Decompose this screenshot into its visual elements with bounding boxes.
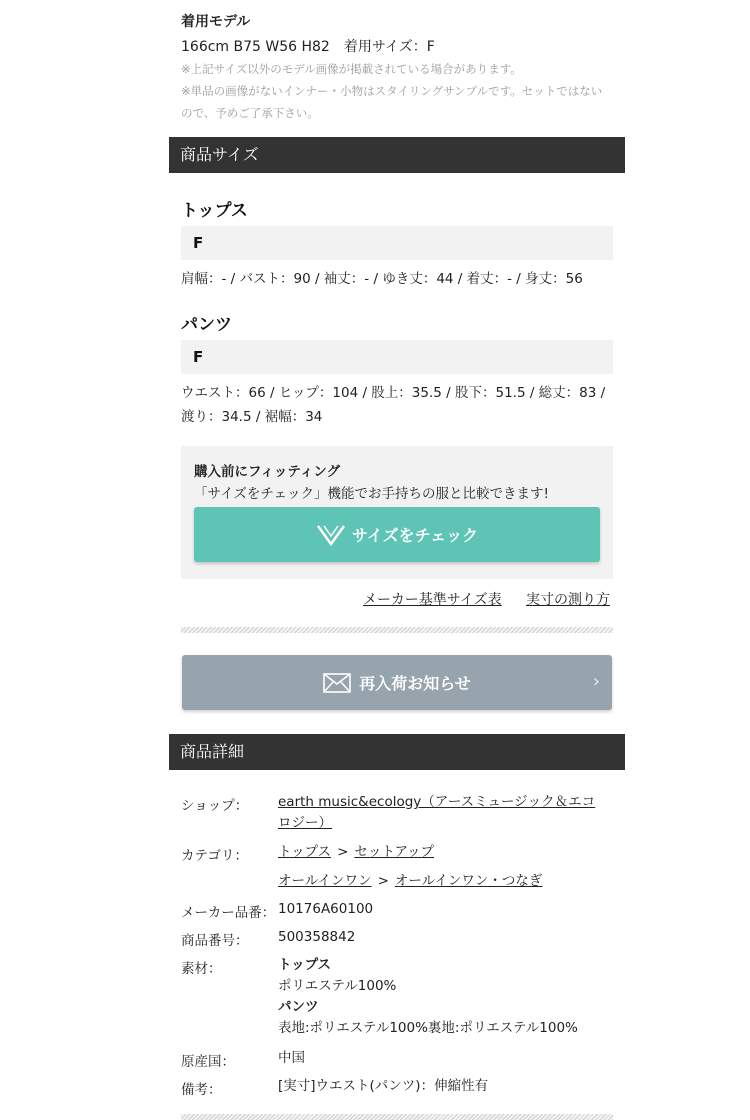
remarks-label: 備考： bbox=[181, 1082, 222, 1098]
category-separator: > bbox=[337, 844, 349, 860]
shop-link[interactable]: earth music&ecology（アースミュージック＆エコロジー） bbox=[278, 794, 596, 831]
model-note-2: ※単品の画像がないインナー・小物はスタイリングサンプルです。セットではないので、予めご了承下さい。 bbox=[181, 84, 603, 120]
shop-label: ショップ： bbox=[181, 798, 249, 814]
pants-measurements: ウエスト：66 / ヒップ：104 / 股上：35.5 / 股下：51.5 / 総丈：83 / 渡り：34.5 / 裾幅：34 bbox=[181, 385, 606, 425]
origin-label: 原産国： bbox=[181, 1054, 235, 1070]
size-check-button-label: サイズをチェック bbox=[351, 526, 479, 545]
model-heading: 着用モデル bbox=[181, 14, 251, 30]
size-check-button[interactable] bbox=[194, 507, 600, 562]
category-link-allinone[interactable]: オールインワン bbox=[278, 873, 372, 889]
chevron-right-icon: › bbox=[592, 671, 600, 692]
maker-no-label: メーカー品番： bbox=[181, 905, 276, 921]
fitting-panel bbox=[181, 446, 613, 579]
size-check-logo-icon bbox=[316, 524, 346, 546]
material-tops-heading: トップス bbox=[278, 957, 332, 973]
restock-notify-button[interactable] bbox=[182, 655, 612, 710]
item-no-label: 商品番号： bbox=[181, 933, 249, 949]
maker-size-chart-link[interactable]: メーカー基準サイズ表 bbox=[363, 592, 502, 608]
divider bbox=[181, 627, 613, 633]
fitting-description: 「サイズをチェック」機能でお手持ちの服と比較できます! bbox=[194, 486, 549, 502]
mail-icon bbox=[323, 673, 351, 693]
tops-measurements: 肩幅：- / バスト：90 / 袖丈：- / ゆき丈：44 / 着丈：- / 身丈：56 bbox=[181, 271, 583, 287]
how-to-measure-link[interactable]: 実寸の測り方 bbox=[526, 592, 610, 608]
category-link-setup[interactable]: セットアップ bbox=[354, 844, 435, 860]
tops-heading: トップス bbox=[181, 201, 248, 221]
maker-no-value: 10176A60100 bbox=[278, 901, 374, 917]
material-label: 素材： bbox=[181, 961, 222, 977]
divider bbox=[181, 1114, 613, 1120]
material-tops: ポリエステル100% bbox=[278, 978, 397, 994]
restock-button-label: 再入荷お知らせ bbox=[359, 674, 471, 693]
category-link-tops[interactable]: トップス bbox=[278, 844, 332, 860]
category-label: カテゴリ： bbox=[181, 848, 248, 864]
category-link-allinone-overalls[interactable]: オールインワン・つなぎ bbox=[394, 873, 543, 889]
details-section-header: 商品詳細 bbox=[169, 734, 625, 770]
origin-value: 中国 bbox=[278, 1050, 305, 1066]
material-value bbox=[278, 955, 578, 1039]
model-spec: 166cm B75 W56 H82 着用サイズ：F bbox=[181, 39, 435, 55]
category-separator: > bbox=[377, 873, 389, 889]
category-row-1 bbox=[278, 842, 434, 863]
shop-value bbox=[278, 792, 608, 834]
item-no-value: 500358842 bbox=[278, 929, 356, 945]
material-pants: 表地:ポリエステル100%裏地:ポリエステル100% bbox=[278, 1020, 578, 1036]
tops-size-label: F bbox=[181, 226, 613, 260]
material-pants-heading: パンツ bbox=[278, 999, 319, 1015]
model-note-1: ※上記サイズ以外のモデル画像が掲載されている場合があります。 bbox=[181, 62, 522, 76]
pants-size-label: F bbox=[181, 340, 613, 374]
fitting-heading: 購入前にフィッティング bbox=[194, 464, 341, 480]
category-row-2 bbox=[278, 871, 542, 892]
pants-heading: パンツ bbox=[181, 315, 232, 335]
remarks-value: [実寸]ウエスト(パンツ)：伸縮性有 bbox=[278, 1078, 489, 1094]
size-section-header: 商品サイズ bbox=[169, 137, 625, 173]
